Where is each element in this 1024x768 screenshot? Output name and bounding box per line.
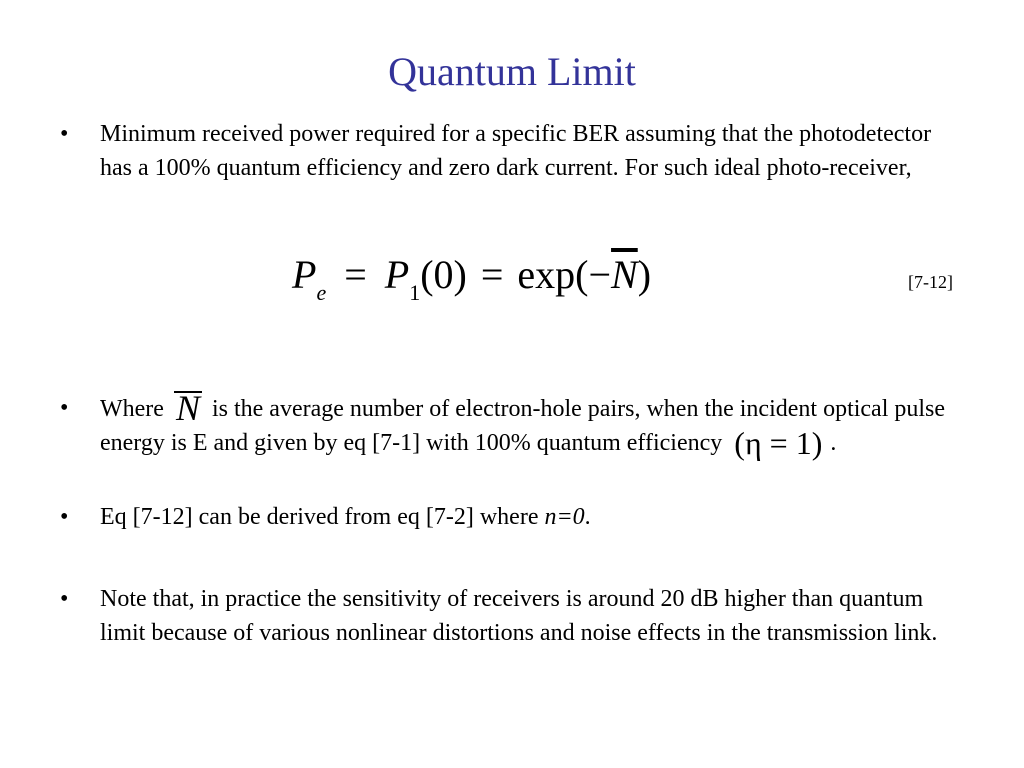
bullet-1-text: Minimum received power required for a specific BER assuming that the photodetector has a 100% quantum efficiency and zero dark current. For such ideal photo-receiver, — [100, 121, 932, 181]
eta-equals-one: (η = 1) — [734, 425, 823, 461]
eq-func: exp( — [517, 252, 589, 297]
bullet-2-period: . — [830, 430, 837, 456]
bullet-3-italic: n=0 — [544, 504, 585, 530]
bullet-2-where: Where — [100, 396, 164, 422]
bullet-3-text — [100, 500, 960, 534]
eq-equals-1: = — [344, 252, 367, 297]
bullet-2-text — [100, 388, 960, 461]
equation-reference: [7-12] — [908, 272, 953, 292]
bullet-3-end: . — [584, 504, 591, 530]
bullet-dot: • — [60, 504, 69, 530]
slide-title: Quantum Limit — [388, 49, 636, 94]
n-bar-symbol: N — [175, 388, 200, 428]
bullet-dot: • — [60, 586, 69, 612]
bullet-dot: • — [60, 395, 69, 421]
eq-p-sub: 1 — [409, 280, 421, 305]
bullet-2-text-1: is the average number of electron-hole pairs, when the incident optical pulse energy is E and given by eq [7-1] with 100% quantum efficiency — [100, 396, 946, 456]
bullet-3-main: Eq [7-12] can be derived from eq [7-2] where — [100, 504, 545, 530]
eq-close: ) — [637, 252, 652, 297]
eq-lhs-var: P — [292, 252, 317, 297]
eq-n-bar: $\overline{N}$ — [611, 252, 638, 297]
eq-lhs-sub: e — [316, 280, 327, 305]
bullet-dot: • — [60, 121, 69, 147]
eq-p-var: P — [384, 252, 410, 297]
eq-equals-2: = — [480, 252, 504, 297]
eq-minus: − — [588, 252, 612, 297]
equation-7-12 — [292, 250, 651, 306]
eq-arg: (0) — [420, 252, 467, 297]
bullet-4-text: Note that, in practice the sensitivity of receivers is around 20 dB higher than quantum limit because of various nonlinear distortions and noise effects in the transmission link. — [100, 586, 938, 646]
